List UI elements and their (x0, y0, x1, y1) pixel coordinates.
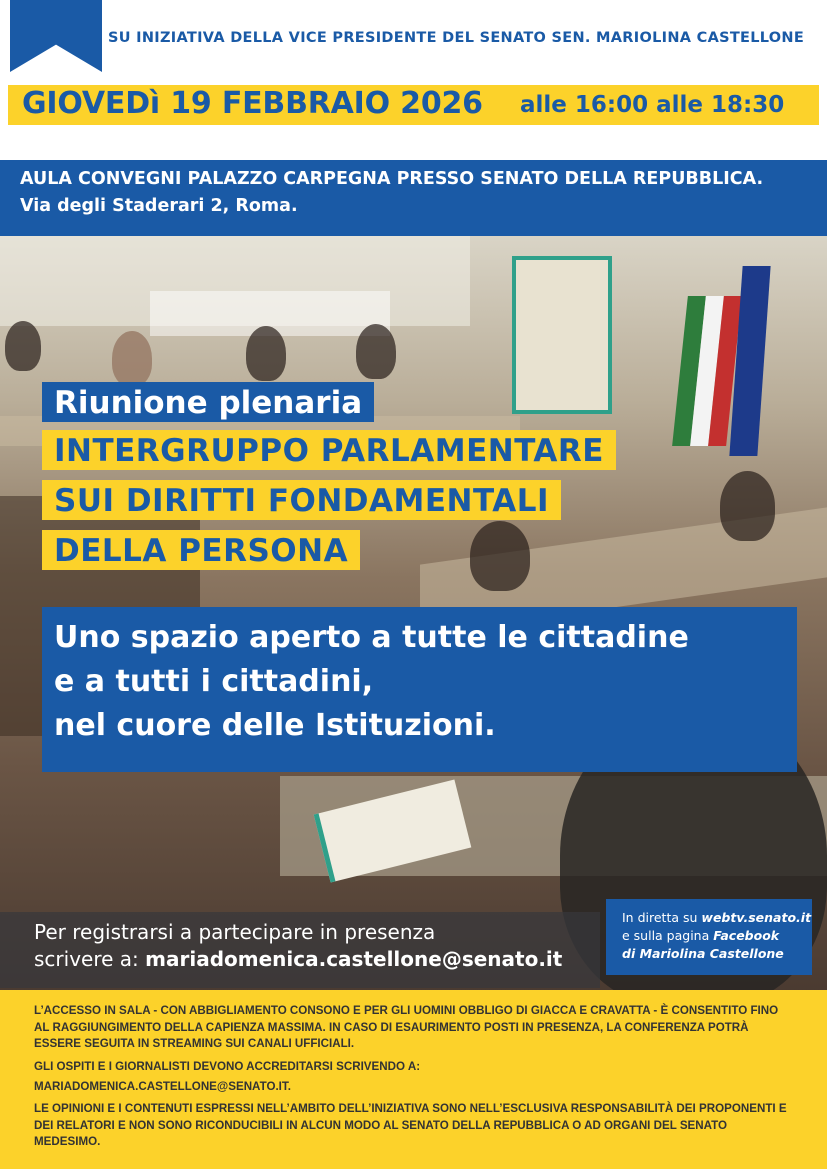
title-line-2: SUI DIRITTI FONDAMENTALI (42, 480, 561, 520)
subtitle-label: Riunione plenaria (42, 382, 374, 422)
eu-flag (729, 266, 770, 456)
live-stream-box (606, 899, 812, 975)
quote-line-1: Uno spazio aperto a tutte le cittadine (54, 620, 689, 655)
registration-email-link[interactable]: mariadomenica.castellone@senato.it (145, 947, 563, 971)
facebook-page-name[interactable]: di Mariolina Castellone (622, 946, 784, 961)
speaker-person (112, 331, 152, 386)
quote-line-2: e a tutti i cittadini, (54, 664, 374, 699)
speaker-person (246, 326, 286, 381)
quote-line-3: nel cuore delle Istituzioni. (54, 708, 496, 743)
webtv-link[interactable]: webtv.senato.it (701, 910, 812, 925)
info-poster (512, 256, 612, 414)
venue-line-2: Via degli Staderari 2, Roma. (20, 196, 298, 216)
footer-accreditation-note: GLI OSPITI E I GIORNALISTI DEVONO ACCREDITARSI SCRIVENDO A: (34, 1060, 421, 1073)
register-email-line (34, 947, 562, 971)
audience-person (470, 521, 530, 591)
event-date: GIOVEDì 19 FEBBRAIO 2026 (22, 86, 483, 121)
initiative-line: SU INIZIATIVA DELLA VICE PRESIDENTE DEL SENATO SEN. MARIOLINA CASTELLONE (108, 30, 805, 46)
audience-person (720, 471, 775, 541)
footer-accreditation-email: MARIADOMENICA.CASTELLONE@SENATO.IT. (34, 1080, 291, 1093)
register-prefix: scrivere a: (34, 947, 146, 971)
speaker-person (5, 321, 41, 371)
footer-disclaimer: LE OPINIONI E I CONTENUTI ESPRESSI NELL’AMBITO DELL’INIZIATIVA SONO NELL’ESCLUSIVA RESPONSABILITÀ DEI PROPONENTI E DEI RELATORI E NON SONO RICONDUCIBILI IN ALCUN MODO AL SENATO DELLA REPUBBLICA O AD ORGANI DEL SENATO MEDESIMO. (34, 1102, 787, 1148)
title-line-3: DELLA PERSONA (42, 530, 360, 570)
facebook-link[interactable]: Facebook (713, 928, 780, 943)
venue-line-1: AULA CONVEGNI PALAZZO CARPEGNA PRESSO SENATO DELLA REPUBBLICA. (20, 169, 764, 189)
register-text: Per registrarsi a partecipare in presenza (34, 920, 436, 944)
event-time: alle 16:00 alle 18:30 (520, 92, 785, 118)
title-line-1: INTERGRUPPO PARLAMENTARE (42, 430, 616, 470)
facebook-prefix: e sulla pagina (622, 928, 714, 943)
speaker-person (356, 324, 396, 379)
live-prefix: In diretta su (622, 910, 702, 925)
footer-access-note: L’ACCESSO IN SALA - CON ABBIGLIAMENTO CONSONO E PER GLI UOMINI OBBLIGO DI GIACCA E CRAVATTA - È CONSENTITO FINO AL RAGGIUNGIMENTO DELLA CAPIENZA MASSIMA. IN CASO DI ESAURIMENTO POSTI IN PRESENZA, LA CONFERENZA POTRÀ ESSERE SEGUITA IN STREAMING SUI CANALI UFFICIALI. (34, 1004, 779, 1050)
bookmark-ribbon (10, 0, 102, 72)
